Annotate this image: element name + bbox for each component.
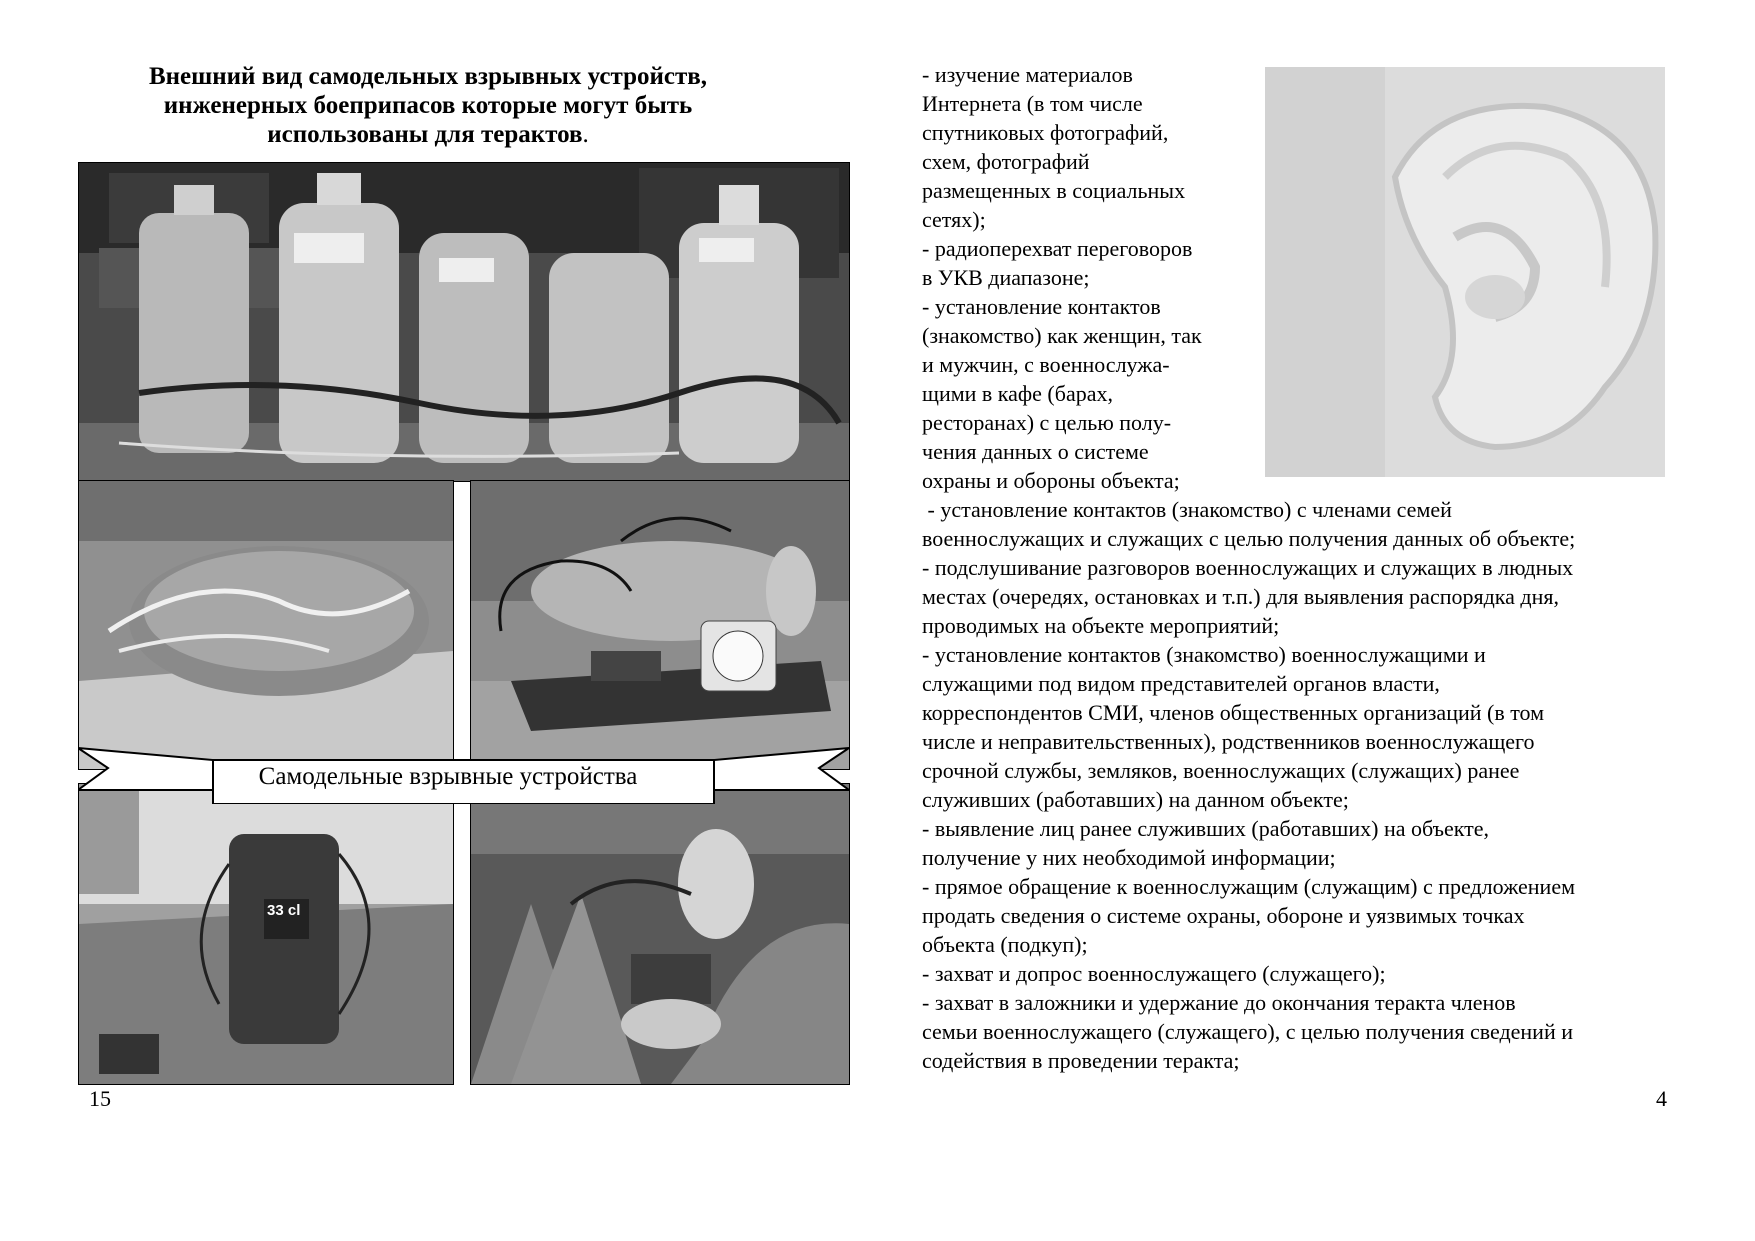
- text-line: щими в кафе (барах,: [922, 381, 1113, 406]
- title-line: [78, 120, 778, 149]
- page-number-left: 15: [89, 1086, 111, 1111]
- text-line: служащими под видом представителей органов власти,: [922, 671, 1440, 696]
- text-line: - захват и допрос военнослужащего (служащего);: [922, 961, 1386, 986]
- text-line: и мужчин, с военнослужа-: [922, 352, 1170, 377]
- text-line: - изучение материалов: [922, 62, 1133, 87]
- photo-can-device: [78, 783, 454, 1085]
- text-line: срочной службы, земляков, военнослужащих (служащих) ранее: [922, 758, 1520, 783]
- title-line-text: использованы для терактов: [267, 121, 583, 148]
- text-line: местах (очередях, остановках и т.п.) для выявления распорядка дня,: [922, 584, 1560, 609]
- text-line: - установление контактов (знакомство) с членами семей: [922, 497, 1452, 522]
- text-line: размещенных в социальных: [922, 178, 1186, 203]
- text-line: Интернета (в том числе: [922, 91, 1143, 116]
- text-line: чения данных о системе: [922, 439, 1149, 464]
- title-line: инженерных боеприпасов которые могут быть: [163, 92, 693, 119]
- text-line: получение у них необходимой информации;: [922, 845, 1336, 870]
- text-line: - прямое обращение к военнослужащим (служащим) с предложением: [922, 874, 1576, 899]
- text-line: охраны и обороны объекта;: [922, 468, 1180, 493]
- text-line: - выявление лиц ранее служивших (работавших) на объекте,: [922, 816, 1490, 841]
- text-line: числе и неправительственных), родственников военнослужащего: [922, 729, 1535, 754]
- photo-projectile-clock: [470, 480, 850, 770]
- title-period: .: [582, 121, 589, 148]
- text-line: ресторанах) с целью полу-: [922, 410, 1172, 435]
- text-line: схем, фотографий: [922, 149, 1090, 174]
- can-label: 33 cl: [267, 902, 301, 919]
- text-line: - установление контактов (знакомство) военнослужащими и: [922, 642, 1486, 667]
- wide-text-block: [922, 495, 1682, 1075]
- ear-photo: [1265, 67, 1665, 477]
- text-line: - захват в заложники и удержание до окончания теракта членов: [922, 990, 1516, 1015]
- text-line: семьи военнослужащего (служащего), с целью получения сведений и: [922, 1019, 1573, 1044]
- left-page: [0, 0, 877, 1241]
- text-line: - подслушивание разговоров военнослужащих и служащих в людных: [922, 555, 1574, 580]
- text-line: - радиоперехват переговоров: [922, 236, 1193, 261]
- photo-bottles: [78, 162, 850, 482]
- text-line: военнослужащих и служащих с целью получения данных об объекте;: [922, 526, 1576, 551]
- title-line: Внешний вид самодельных взрывных устройств,: [148, 63, 708, 90]
- photo-package: [78, 480, 454, 770]
- text-line: содействия в проведении теракта;: [922, 1048, 1240, 1073]
- text-line: служивших (работавших) на данном объекте;: [922, 787, 1349, 812]
- photo-theater-seats: [470, 783, 850, 1085]
- text-line: продать сведения о системе охраны, обороне и уязвимых точках: [922, 903, 1525, 928]
- text-line: объекта (подкуп);: [922, 932, 1088, 957]
- text-line: спутниковых фотографий,: [922, 120, 1169, 145]
- banner-label: Самодельные взрывные устройства: [258, 763, 638, 790]
- page-number-right: 4: [1656, 1086, 1667, 1111]
- text-line: корреспондентов СМИ, членов общественных организаций (в том: [922, 700, 1545, 725]
- text-line: (знакомство) как женщин, так: [922, 323, 1202, 348]
- narrow-text-block: [922, 60, 1252, 495]
- text-line: - установление контактов: [922, 294, 1161, 319]
- text-line: проводимых на объекте мероприятий;: [922, 613, 1280, 638]
- page-title: [78, 62, 778, 149]
- text-line: сетях);: [922, 207, 986, 232]
- text-line: в УКВ диапазоне;: [922, 265, 1090, 290]
